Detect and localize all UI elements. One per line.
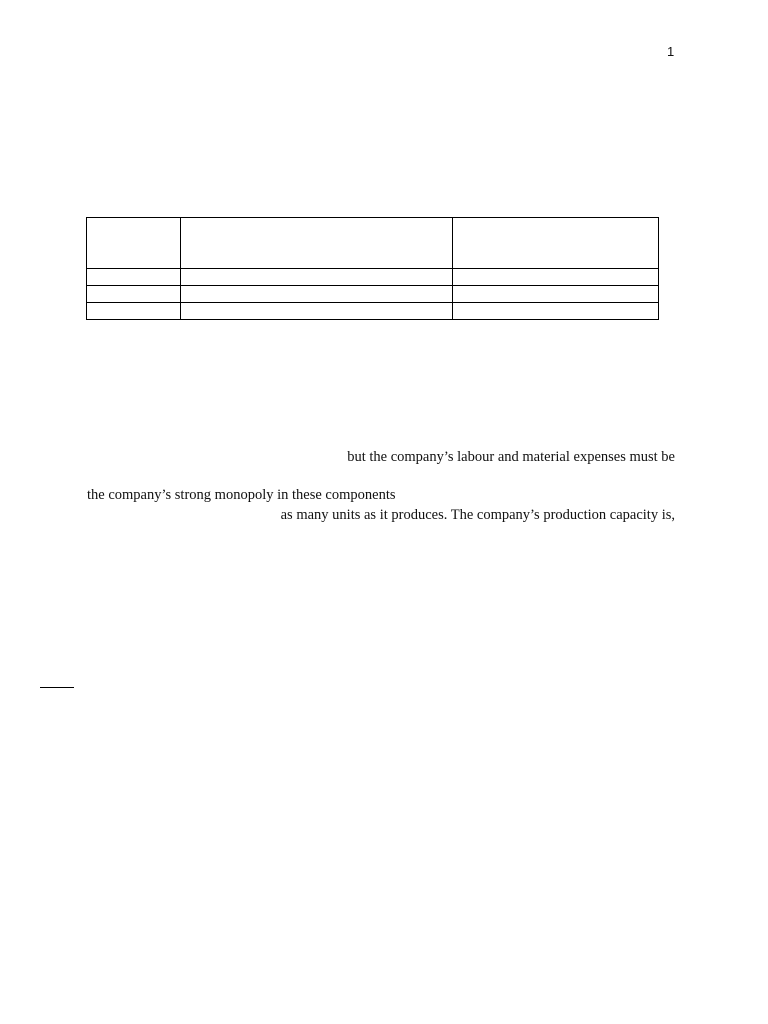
table-row	[87, 303, 659, 320]
table-cell	[87, 303, 181, 320]
table-cell	[87, 286, 181, 303]
table-header-row	[87, 218, 659, 269]
table-cell	[453, 286, 659, 303]
footnote-separator	[40, 687, 74, 688]
table-cell	[181, 286, 453, 303]
table-cell	[453, 303, 659, 320]
table-cell	[181, 303, 453, 320]
body-text-line: as many units as it produces. The company’s production capacity is,	[280, 507, 675, 523]
body-text-line: the company’s strong monopoly in these components	[87, 487, 396, 503]
table-cell	[453, 269, 659, 286]
data-table	[86, 217, 659, 320]
page-number: 1	[667, 44, 675, 59]
table-row	[87, 286, 659, 303]
table-header-cell	[453, 218, 659, 269]
table-cell	[181, 269, 453, 286]
body-text-line: but the company’s labour and material expenses must be	[347, 449, 675, 465]
table-cell	[87, 269, 181, 286]
table-row	[87, 269, 659, 286]
table-header-cell	[87, 218, 181, 269]
table-header-cell	[181, 218, 453, 269]
